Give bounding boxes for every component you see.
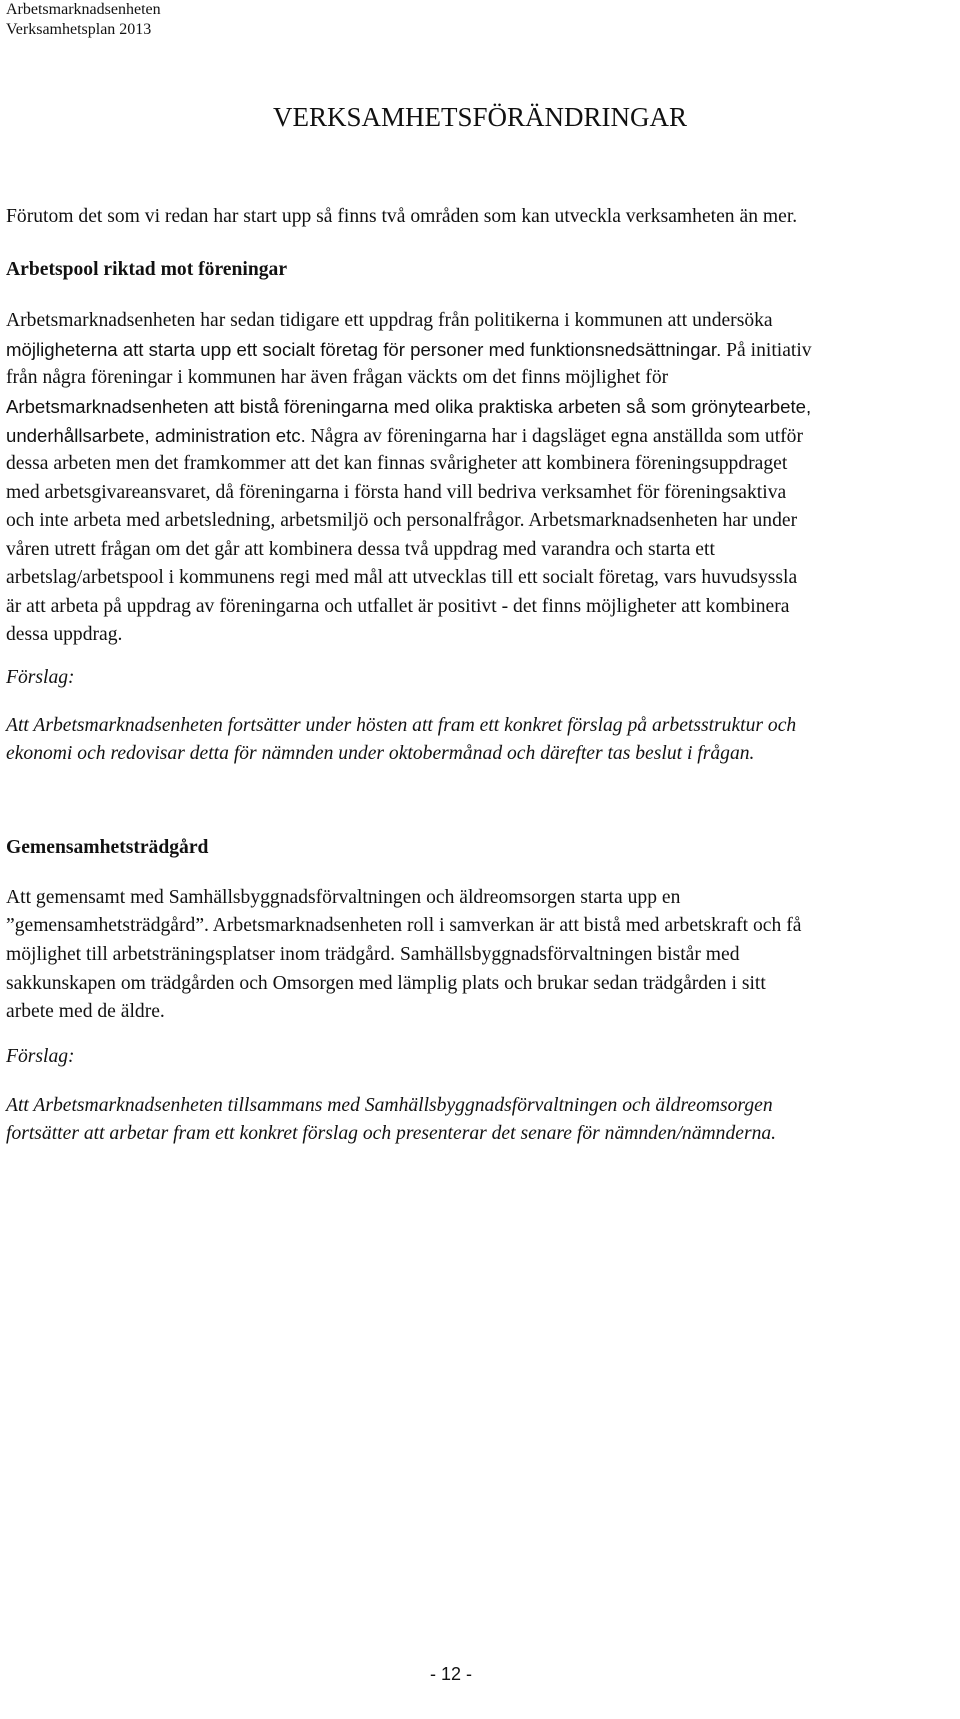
page-footer — [0, 1664, 960, 1685]
section2-line-1: Att gemensamt med Samhällsbyggnadsförvaltningen och äldreomsorgen starta upp en — [6, 887, 681, 908]
section1-line-6: dessa arbeten men det framkommer att det kan finnas svårigheter att kombinera föreningsuppdraget — [6, 453, 788, 474]
section1-proposal-line-1: Att Arbetsmarknadsenheten fortsätter under hösten att fram ett konkret förslag på arbetsstruktur och — [6, 715, 797, 736]
section1-heading: Arbetspool riktad mot föreningar — [6, 259, 288, 280]
section1-line-5: underhållsarbete, administration etc. Några av föreningarna har i dagsläget egna anställda som utför — [6, 425, 804, 447]
section2-line-5: arbete med de äldre. — [6, 1001, 165, 1022]
section2-line-2: ”gemensamhetsträdgård”. Arbetsmarknadsenheten roll i samverkan är att bistå med arbetskraft och få — [6, 915, 802, 936]
section2-line-3: möjlighet till arbetsträningsplatser inom trädgård. Samhällsbyggnadsförvaltningen bistår med — [6, 944, 740, 965]
section1-line-8: och inte arbeta med arbetsledning, arbetsmiljö och personalfrågor. Arbetsmarknadsenheten har under — [6, 510, 798, 531]
section1-line-7: med arbetsgivareansvaret, då föreningarna i första hand vill bedriva verksamhet för föreningsaktiva — [6, 482, 787, 503]
section1-line-11: är att arbeta på uppdrag av föreningarna och utfallet är positivt - det finns möjligheter att kombinera — [6, 596, 790, 617]
header-department: Arbetsmarknadsenheten — [6, 1, 161, 18]
section1-line-3: från några föreningar i kommunen har även frågan väckts om det finns möjlighet för — [6, 367, 669, 388]
page-title: VERKSAMHETSFÖRÄNDRINGAR — [272, 102, 688, 132]
section1-line-10: arbetslag/arbetspool i kommunens regi med mål att utvecklas till ett socialt företag, vars huvudsyssla — [6, 567, 798, 588]
section1-line-4: Arbetsmarknadsenheten att bistå föreningarna med olika praktiska arbeten så som grönytearbete, — [6, 396, 812, 417]
section1-proposal-label: Förslag: — [6, 667, 75, 688]
section1-line-9: våren utrett frågan om det går att kombinera dessa två uppdrag med varandra och starta ett — [6, 539, 715, 560]
section1-line-12: dessa uppdrag. — [6, 624, 123, 645]
header-plan: Verksamhetsplan 2013 — [6, 21, 152, 38]
section2-line-4: sakkunskapen om trädgården och Omsorgen med lämplig plats och brukar sedan trädgården i sitt — [6, 973, 766, 994]
section1-line-1: Arbetsmarknadsenheten har sedan tidigare ett uppdrag från politikerna i kommunen att undersöka — [6, 310, 773, 331]
section1-proposal-line-2: ekonomi och redovisar detta för nämnden under oktobermånad och därefter tas beslut i frågan. — [6, 743, 755, 764]
section2-proposal-label: Förslag: — [6, 1046, 75, 1067]
running-header — [6, 0, 161, 40]
section2-proposal-line-2: fortsätter att arbetar fram ett konkret förslag och presenterar det senare för nämnden/nämnderna. — [6, 1123, 777, 1144]
page-number: - 12 - — [430, 1664, 473, 1684]
section2-proposal-line-1: Att Arbetsmarknadsenheten tillsammans med Samhällsbyggnadsförvaltningen och äldreomsorgen — [6, 1095, 773, 1116]
intro-paragraph: Förutom det som vi redan har start upp så finns två områden som kan utveckla verksamheten än mer. — [6, 206, 798, 227]
section2-heading: Gemensamhetsträdgård — [6, 837, 209, 858]
section1-line-2: möjligheterna att starta upp ett socialt företag för personer med funktionsnedsättningar. På initiativ — [6, 339, 812, 361]
